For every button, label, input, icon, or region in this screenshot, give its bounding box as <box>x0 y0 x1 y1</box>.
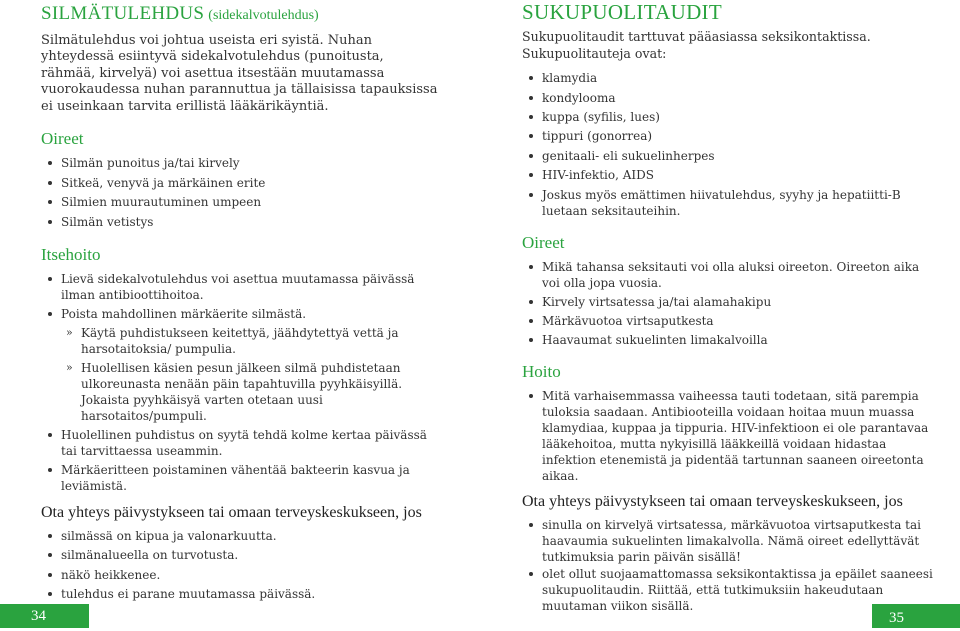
list-item: HIV-infektio, AIDS <box>522 167 922 183</box>
bullet-icon <box>529 265 533 269</box>
title-sub: (sidekalvotulehdus) <box>208 8 319 23</box>
intro-paragraph: Sukupuolitaudit tarttuvat pääasiassa seksikontaktissa. Sukupuolitauteja ovat: <box>522 29 871 61</box>
page-number-bar-left <box>0 604 89 628</box>
list-item: genitaali- eli sukuelinherpes <box>522 148 922 164</box>
bullet-icon <box>48 200 52 204</box>
right-page-column <box>522 0 933 614</box>
bullet-icon <box>529 394 533 398</box>
bullet-icon <box>48 220 52 224</box>
list-item: Mikä tahansa seksitauti voi olla aluksi oireeton. Oireeton aika voi olla jopa vuosia. <box>522 259 934 291</box>
bullet-icon <box>529 173 533 177</box>
bullet-icon <box>529 76 533 80</box>
left-page-column <box>41 0 441 602</box>
right-page-title <box>522 1 922 26</box>
bullet-icon <box>529 523 533 527</box>
symptoms-heading: Oireet <box>522 232 565 252</box>
sub-list-item: » Käytä puhdistukseen keitettyä, jäähdytettyä vettä ja harsotaitoksia/ pumpulia. <box>66 325 399 356</box>
list-item: kuppa (syfilis, lues) <box>522 109 922 125</box>
list-item: Mitä varhaisemmassa vaiheessa tauti todetaan, sitä parempia tuloksia saadaan. Antibiooteilla voidaan hoitaa muun muassa klamydiaa, kuppaa ja tippuria. HIV-infektioon ei ole parantavaa lääkehoitoa, mutta nykyisillä lääkkeillä voidaan hidastaa infektion etenemistä ja pidentää tartunnan saaneen oireetonta aikaa. <box>522 388 932 484</box>
title-main: SUKUPUOLITAUDIT <box>522 0 722 24</box>
sub-bullet-icon: » <box>66 325 73 339</box>
list-item: tippuri (gonorrea) <box>522 128 922 144</box>
list-item: kondylooma <box>522 90 922 106</box>
list-item: Sitkeä, venyvä ja märkäinen erite <box>41 175 441 191</box>
list-item: silmänalueella on turvotusta. <box>41 547 441 563</box>
bullet-icon <box>529 319 533 323</box>
symptoms-heading: Oireet <box>41 129 84 149</box>
bullet-icon <box>48 553 52 557</box>
bullet-icon <box>48 181 52 185</box>
bullet-icon <box>48 277 52 281</box>
symptoms-list <box>522 259 922 349</box>
left-page-title <box>41 3 441 27</box>
bullet-icon <box>48 468 52 472</box>
bullet-icon <box>48 433 52 437</box>
diseases-list <box>522 70 922 218</box>
list-item: Silmän vetistys <box>41 214 441 230</box>
bullet-icon <box>48 592 52 596</box>
page-number-right: 35 <box>889 610 904 626</box>
list-item: Poista mahdollinen märkäerite silmästä. <box>41 306 441 322</box>
selfcare-list <box>41 271 441 494</box>
bullet-icon <box>48 312 52 316</box>
symptoms-list <box>41 155 441 230</box>
sub-list-item: » Huolellisen käsien pesun jälkeen silmä puhdistetaan ulkoreunasta nenään päin tapahtuvilla pyyhkäisyillä. Jokaista pyyhkäisyä varten otetaan uusi harsotaitos/pumpuli. <box>66 360 403 423</box>
title-main: SILMÄTULEHDUS <box>41 3 205 24</box>
list-item: Haavaumat sukuelinten limakalvoilla <box>522 332 922 348</box>
contact-heading: Ota yhteys päivystykseen tai omaan terveyskeskukseen, jos <box>522 493 903 511</box>
list-item: klamydia <box>522 70 922 86</box>
list-item: olet ollut suojaamattomassa seksikontaktissa ja epäilet saaneesi sukupuolitaudin. Riittää, että tutkimuksiin hakeudutaan muutaman viikon sisällä. <box>522 566 934 614</box>
list-item: Märkäeritteen poistaminen vähentää bakteerin kasvua ja leviämistä. <box>41 462 441 494</box>
list-item: silmässä on kipua ja valonarkuutta. <box>41 528 441 544</box>
selfcare-heading: Itsehoito <box>41 244 101 264</box>
list-item: Märkävuotoa virtsaputkesta <box>522 313 922 329</box>
care-list <box>522 388 929 484</box>
list-item: tulehdus ei parane muutamassa päivässä. <box>41 586 441 602</box>
bullet-icon <box>529 134 533 138</box>
list-item: Kirvely virtsatessa ja/tai alamahakipu <box>522 294 922 310</box>
sub-bullet-icon: » <box>66 360 73 374</box>
bullet-icon <box>529 572 533 576</box>
list-item: näkö heikkenee. <box>41 567 441 583</box>
bullet-icon <box>529 154 533 158</box>
intro-paragraph: Silmätulehdus voi johtua useista eri syistä. Nuhan yhteydessä esiintyvä sidekalvotulehdus (punoitusta, rähmää, kirvelyä) voi asettua itsestään muutamassa vuorokaudessa nuhan parannuttua ja tällaisissa tapauksissa ei useinkaan tarvita erillistä lääkärikäyntiä. <box>41 33 438 114</box>
bullet-icon <box>529 193 533 197</box>
bullet-icon <box>48 534 52 538</box>
page-number-bar-right <box>872 604 960 628</box>
contact-heading: Ota yhteys päivystykseen tai omaan terveyskeskukseen, jos <box>41 503 422 521</box>
bullet-icon <box>48 573 52 577</box>
bullet-icon <box>529 115 533 119</box>
list-item: Silmän punoitus ja/tai kirvely <box>41 155 441 171</box>
list-item: Huolellinen puhdistus on syytä tehdä kolme kertaa päivässä tai tarvittaessa useammin. <box>41 427 446 459</box>
page-number-left: 34 <box>31 608 46 624</box>
care-heading: Hoito <box>522 362 561 382</box>
bullet-icon <box>529 96 533 100</box>
bullet-icon <box>529 338 533 342</box>
list-item: Joskus myös emättimen hiivatulehdus, syyhy ja hepatiitti-B luetaan seksitauteihin. <box>522 187 914 219</box>
list-item: Silmien muurautuminen umpeen <box>41 194 441 210</box>
bullet-icon <box>48 161 52 165</box>
list-item: Lievä sidekalvotulehdus voi asettua muutamassa päivässä ilman antibioottihoitoa. <box>41 271 441 303</box>
contact-list <box>41 528 441 603</box>
contact-list <box>522 517 933 614</box>
list-item: sinulla on kirvelyä virtsatessa, märkävuotoa virtsaputkesta tai haavaumia sukuelinten limakalvolla. Nämä oireet edellyttävät tutkimuksia parin päivän sisällä! <box>522 517 934 565</box>
bullet-icon <box>529 300 533 304</box>
